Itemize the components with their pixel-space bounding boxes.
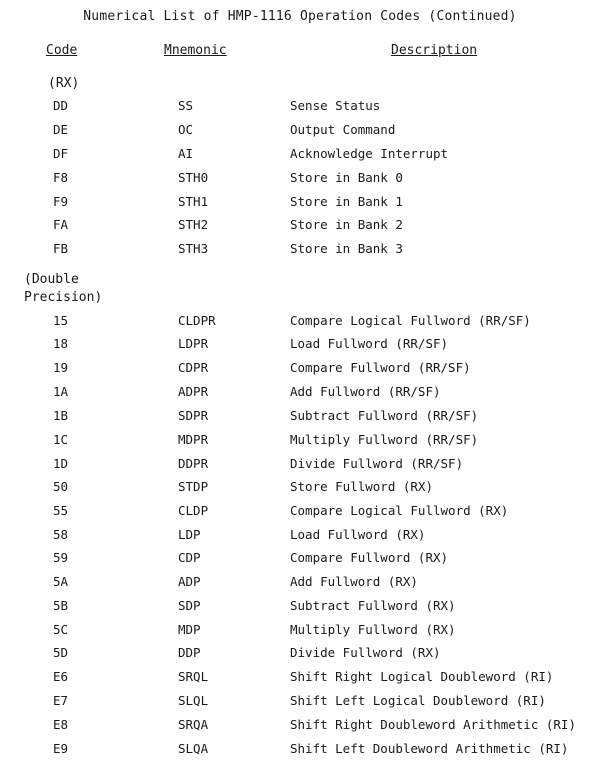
group-label: (Double Precision) [24,272,103,305]
mnemonic-cell: SDP [178,598,201,613]
mnemonic-cell: OC [178,122,194,137]
opcode-cell: 5C [53,622,69,637]
table-row [0,360,600,380]
table-row [0,432,600,452]
table-row [0,336,600,356]
table-row [0,645,600,665]
opcode-cell: 59 [53,550,69,565]
mnemonic-cell: MDP [178,622,201,637]
table-row [0,717,600,737]
mnemonic-cell: STH1 [178,194,209,209]
opcode-cell: F9 [53,194,69,209]
mnemonic-cell: DDP [178,645,201,660]
opcode-cell: 50 [53,479,69,494]
opcode-cell: 58 [53,527,69,542]
table-row [0,194,600,214]
description-cell: Load Fullword (RR/SF) [290,336,449,351]
mnemonic-cell: SLQA [178,741,209,756]
table-row [0,122,600,142]
description-cell: Multiply Fullword (RR/SF) [290,432,479,447]
table-row [0,408,600,428]
description-cell: Shift Right Logical Doubleword (RI) [290,669,554,684]
mnemonic-cell: ADPR [178,384,209,399]
opcode-cell: DD [53,98,69,113]
group-label: (RX) [48,76,80,91]
column-header-description: Description [391,43,478,58]
mnemonic-cell: CDPR [178,360,209,375]
description-cell: Add Fullword (RR/SF) [290,384,441,399]
table-row [0,146,600,166]
page-title: Numerical List of HMP-1116 Operation Codes (Continued) [83,9,517,24]
mnemonic-cell: SDPR [178,408,209,423]
mnemonic-cell: STDP [178,479,209,494]
mnemonic-cell: MDPR [178,432,209,447]
opcode-cell: 5D [53,645,69,660]
opcode-cell: E8 [53,717,69,732]
table-row [0,241,600,261]
description-cell: Add Fullword (RX) [290,574,418,589]
description-cell: Store in Bank 3 [290,241,403,256]
opcode-cell: E7 [53,693,69,708]
description-cell: Store Fullword (RX) [290,479,433,494]
table-row [0,527,600,547]
description-cell: Acknowledge Interrupt [290,146,449,161]
description-cell: Shift Left Logical Doubleword (RI) [290,693,546,708]
opcode-cell: E6 [53,669,69,684]
column-header-code: Code [46,43,78,58]
table-row [0,170,600,190]
table-row [0,598,600,618]
description-cell: Subtract Fullword (RR/SF) [290,408,479,423]
table-row [0,550,600,570]
description-cell: Compare Fullword (RR/SF) [290,360,471,375]
description-cell: Sense Status [290,98,381,113]
description-cell: Store in Bank 1 [290,194,403,209]
opcode-cell: 1D [53,456,69,471]
table-row [0,217,600,237]
mnemonic-cell: SS [178,98,194,113]
description-cell: Shift Left Doubleword Arithmetic (RI) [290,741,569,756]
opcode-cell: DF [53,146,69,161]
mnemonic-cell: SRQL [178,669,209,684]
mnemonic-cell: STH0 [178,170,209,185]
table-row [0,741,600,761]
opcode-cell: 1C [53,432,69,447]
description-cell: Compare Fullword (RX) [290,550,449,565]
table-row [0,503,600,523]
mnemonic-cell: SLQL [178,693,209,708]
table-row [0,693,600,713]
description-cell: Compare Logical Fullword (RR/SF) [290,313,531,328]
mnemonic-cell: AI [178,146,194,161]
mnemonic-cell: STH3 [178,241,209,256]
table-row [0,622,600,642]
mnemonic-cell: CLDP [178,503,209,518]
description-cell: Divide Fullword (RR/SF) [290,456,464,471]
description-cell: Multiply Fullword (RX) [290,622,456,637]
table-row [0,574,600,594]
description-cell: Compare Logical Fullword (RX) [290,503,509,518]
mnemonic-cell: DDPR [178,456,209,471]
mnemonic-cell: STH2 [178,217,209,232]
opcode-cell: F8 [53,170,69,185]
mnemonic-cell: LDPR [178,336,209,351]
opcode-cell: FA [53,217,69,232]
mnemonic-cell: CDP [178,550,201,565]
column-header-mnemonic: Mnemonic [164,43,227,58]
opcode-cell: FB [53,241,69,256]
table-row [0,98,600,118]
mnemonic-cell: ADP [178,574,201,589]
opcode-cell: 5B [53,598,69,613]
opcode-cell: 5A [53,574,69,589]
opcode-cell: 55 [53,503,69,518]
opcode-cell: DE [53,122,69,137]
opcode-cell: 1A [53,384,69,399]
description-cell: Load Fullword (RX) [290,527,426,542]
opcode-cell: 15 [53,313,69,328]
opcode-cell: 1B [53,408,69,423]
description-cell: Store in Bank 0 [290,170,403,185]
table-row [0,384,600,404]
opcode-cell: E9 [53,741,69,756]
description-cell: Divide Fullword (RX) [290,645,441,660]
table-row [0,479,600,499]
mnemonic-cell: SRQA [178,717,209,732]
description-cell: Store in Bank 2 [290,217,403,232]
opcode-cell: 18 [53,336,69,351]
opcode-cell: 19 [53,360,69,375]
table-row [0,456,600,476]
description-cell: Shift Right Doubleword Arithmetic (RI) [290,717,576,732]
description-cell: Output Command [290,122,396,137]
mnemonic-cell: LDP [178,527,201,542]
description-cell: Subtract Fullword (RX) [290,598,456,613]
table-row [0,669,600,689]
mnemonic-cell: CLDPR [178,313,216,328]
table-row [0,313,600,333]
